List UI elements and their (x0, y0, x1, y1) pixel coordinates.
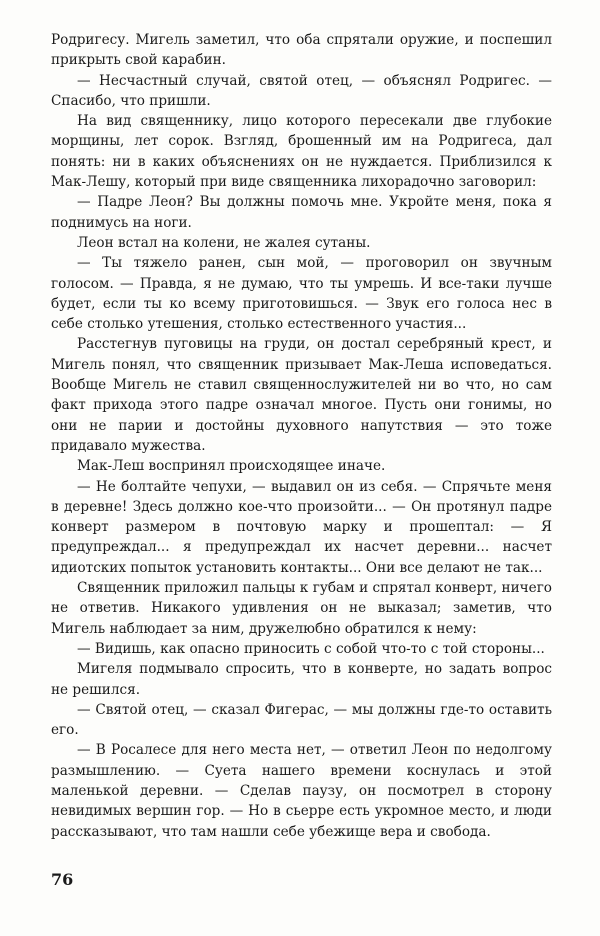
paragraph: — Несчастный случай, святой отец, — объяснял Родригес. — Спасибо, что пришли. (51, 72, 552, 109)
paragraph: — В Росалесе для него места нет, — ответил Леон по недолгому размышлению. — Суета нашего времени коснулась и этой маленькой деревни. — Сделав паузу, он посмотрел в сторону невидимых вершин гор. — Но в сьерре есть укромное место, и люди рассказывают, что там нашли себе убежище вера и свобода. (51, 742, 552, 840)
paragraph: Мигеля подмывало спросить, что в конверте, но задать вопрос не решился. (51, 661, 552, 698)
paragraph: Мак-Леш воспринял происходящее иначе. (77, 458, 386, 475)
paragraph: — Видишь, как опасно приносить с собой что-то с той стороны... (77, 640, 545, 657)
paragraph: Родригесу. Мигель заметил, что оба спрятали оружие, и поспешил прикрыть свой карабин. (51, 32, 552, 69)
body-text (51, 30, 552, 842)
page-number: 76 (51, 870, 74, 889)
paragraph: Леон встал на колени, не жалея сутаны. (77, 234, 371, 251)
paragraph: Священник приложил пальцы к губам и спрятал конверт, ничего не ответив. Никакого удивления он не выказал; заметив, что Мигель наблюдает за ним, дружелюбно обратился к нему: (51, 580, 552, 637)
paragraph: Расстегнув пуговицы на груди, он достал серебряный крест, и Мигель понял, что священник призывает Мак-Леша исповедаться. Вообще Мигель не ставил священнослужителей ни во что, но сам факт прихода этого падре означал многое. Пусть они гонимы, но они не парии и достойны духовного напутствия — это тоже придавало мужества. (51, 336, 552, 454)
paragraph: — Падре Леон? Вы должны помочь мне. Укройте меня, пока я поднимусь на ноги. (51, 194, 552, 231)
paragraph: — Святой отец, — сказал Фигерас, — мы должны где-то оставить его. (51, 701, 552, 739)
paragraph: На вид священнику, лицо которого пересекали две глубокие морщины, лет сорок. Взгляд, брошенный им на Родригеса, дал понять: ни в каких объяснениях он не нуждается. Приблизился к Мак-Лешу, который при виде священника лихорадочно заговорил: (51, 113, 552, 191)
paragraph: — Ты тяжело ранен, сын мой, — проговорил он звучным голосом. — Правда, я не думаю, что ты умрешь. И все-таки лучше будет, если ты ко всему приготовишься. — Звук его голоса нес в себе столько утешения, столько естественного участия... (51, 255, 552, 333)
paragraph: — Не болтайте чепухи, — выдавил он из себя. — Спрячьте меня в деревне! Здесь должно кое-что произойти... — Он протянул падре конверт размером в почтовую марку и прошептал: — Я предупреждал... я предупреждал их насчет деревни... насчет идиотских попыток установить контакты... Они все делают не так... (51, 478, 552, 576)
